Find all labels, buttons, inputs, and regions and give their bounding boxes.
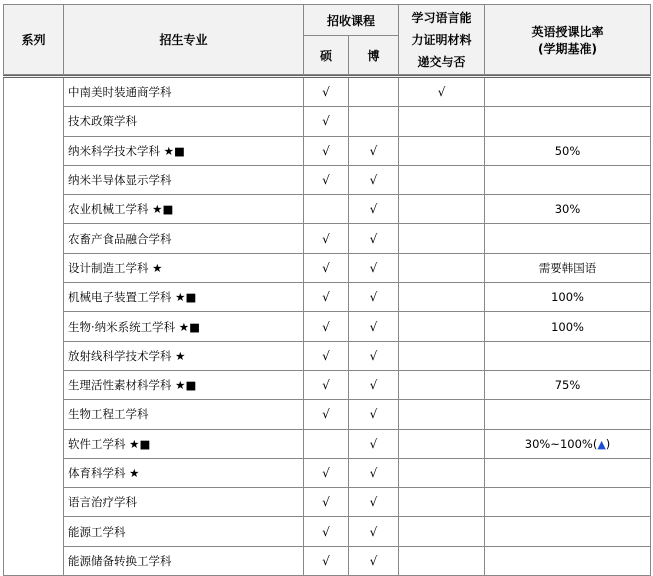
- table-row: [4, 546, 651, 575]
- english-ratio-cell: [485, 517, 651, 546]
- table-row: [4, 341, 651, 370]
- header-language-proof-line2: 力证明材料: [411, 32, 472, 47]
- english-ratio-cell: [485, 488, 651, 517]
- master-check-cell: √: [304, 165, 349, 194]
- major-cell: 农业机械工学科 ★■: [64, 195, 304, 224]
- doctor-check-cell: √: [349, 517, 399, 546]
- header-doctor: 博: [349, 36, 399, 75]
- major-cell: 能源储备转换工学科: [64, 546, 304, 575]
- language-proof-cell: [399, 429, 485, 458]
- master-check-cell: √: [304, 312, 349, 341]
- table-row: [4, 283, 651, 312]
- master-check-cell: √: [304, 107, 349, 136]
- major-cell: 体育科学科 ★: [64, 458, 304, 487]
- language-proof-cell: [399, 165, 485, 194]
- header-department: 系列: [4, 5, 64, 75]
- language-proof-cell: [399, 283, 485, 312]
- major-cell: 能源工学科: [64, 517, 304, 546]
- doctor-check-cell: √: [349, 400, 399, 429]
- english-ratio-cell: [485, 400, 651, 429]
- table-row: [4, 136, 651, 165]
- doctor-check-cell: √: [349, 136, 399, 165]
- english-ratio-cell: [485, 458, 651, 487]
- major-cell: 放射线科学技术学科 ★: [64, 341, 304, 370]
- english-ratio-cell: [485, 224, 651, 253]
- doctor-check-cell: √: [349, 429, 399, 458]
- table-row: [4, 312, 651, 341]
- table-row: [4, 107, 651, 136]
- master-check-cell: √: [304, 283, 349, 312]
- major-cell: 设计制造工学科 ★: [64, 253, 304, 282]
- doctor-check-cell: √: [349, 165, 399, 194]
- master-check-cell: √: [304, 224, 349, 253]
- language-proof-cell: [399, 517, 485, 546]
- master-check-cell: √: [304, 77, 349, 107]
- table-row: [4, 253, 651, 282]
- language-proof-cell: [399, 253, 485, 282]
- language-proof-cell: [399, 400, 485, 429]
- admissions-table: [3, 4, 651, 576]
- english-ratio-value: 30%~100%(: [524, 436, 598, 451]
- english-ratio-value: 100%: [551, 290, 584, 305]
- english-ratio-cell: [485, 283, 651, 312]
- major-cell: 纳米半导体显示学科: [64, 165, 304, 194]
- english-ratio-value: 100%: [551, 319, 584, 334]
- doctor-check-cell: √: [349, 488, 399, 517]
- header-english-ratio: [485, 5, 651, 75]
- english-ratio-cell: [485, 546, 651, 575]
- doctor-check-cell: √: [349, 546, 399, 575]
- english-ratio-cell: [485, 136, 651, 165]
- major-cell: 生物工程工学科: [64, 400, 304, 429]
- header-programs: 招收课程: [304, 5, 399, 36]
- table-row: [4, 400, 651, 429]
- header-major: 招生专业: [64, 5, 304, 75]
- english-ratio-suffix: ): [605, 436, 611, 451]
- header-language-proof-line3: 递交与否: [417, 54, 466, 69]
- doctor-check-cell: √: [349, 224, 399, 253]
- language-proof-cell: [399, 312, 485, 341]
- doctor-check-cell: √: [349, 283, 399, 312]
- english-ratio-value: 50%: [554, 143, 581, 158]
- english-ratio-cell: [485, 77, 651, 107]
- language-proof-cell: [399, 546, 485, 575]
- master-check-cell: √: [304, 458, 349, 487]
- doctor-check-cell: [349, 77, 399, 107]
- language-proof-cell: [399, 136, 485, 165]
- major-cell: 纳米科学技术学科 ★■: [64, 136, 304, 165]
- table-row: [4, 370, 651, 399]
- language-proof-cell: [399, 488, 485, 517]
- english-ratio-value: 30%: [554, 202, 581, 217]
- english-ratio-cell: [485, 107, 651, 136]
- table-row: [4, 458, 651, 487]
- major-cell: 中南美时装通商学科: [64, 77, 304, 107]
- language-proof-cell: [399, 224, 485, 253]
- english-ratio-cell: [485, 253, 651, 282]
- english-ratio-cell: [485, 165, 651, 194]
- table-row: [4, 224, 651, 253]
- table-row: [4, 77, 651, 107]
- header-english-ratio-line2: (学期基准): [538, 41, 597, 56]
- table-body: [4, 77, 651, 576]
- master-check-cell: √: [304, 370, 349, 399]
- header-language-proof: [399, 5, 485, 75]
- language-proof-cell: [399, 195, 485, 224]
- language-proof-cell: [399, 370, 485, 399]
- table-row: [4, 517, 651, 546]
- header-master: 硕: [304, 36, 349, 75]
- major-cell: 农畜产食品融合学科: [64, 224, 304, 253]
- english-ratio-cell: [485, 370, 651, 399]
- master-check-cell: [304, 429, 349, 458]
- major-cell: 生理活性素材科学科 ★■: [64, 370, 304, 399]
- header-language-proof-line1: 学习语言能: [411, 10, 472, 25]
- language-proof-cell: √: [399, 77, 485, 107]
- doctor-check-cell: √: [349, 195, 399, 224]
- table-row: [4, 165, 651, 194]
- major-cell: 机械电子装置工学科 ★■: [64, 283, 304, 312]
- master-check-cell: √: [304, 341, 349, 370]
- english-ratio-cell: [485, 312, 651, 341]
- master-check-cell: √: [304, 488, 349, 517]
- master-check-cell: √: [304, 400, 349, 429]
- language-proof-cell: [399, 107, 485, 136]
- doctor-check-cell: √: [349, 253, 399, 282]
- doctor-check-cell: √: [349, 341, 399, 370]
- language-proof-cell: [399, 341, 485, 370]
- doctor-check-cell: √: [349, 458, 399, 487]
- department-cell: [4, 77, 64, 576]
- english-ratio-cell: [485, 195, 651, 224]
- major-cell: 软件工学科 ★■: [64, 429, 304, 458]
- master-check-cell: √: [304, 136, 349, 165]
- language-proof-cell: [399, 458, 485, 487]
- master-check-cell: √: [304, 546, 349, 575]
- up-triangle-icon: ▲: [597, 437, 606, 451]
- major-cell: 语言治疗学科: [64, 488, 304, 517]
- master-check-cell: √: [304, 517, 349, 546]
- table-row: [4, 195, 651, 224]
- major-cell: 生物·纳米系统工学科 ★■: [64, 312, 304, 341]
- table-row: [4, 429, 651, 458]
- english-ratio-cell: [485, 341, 651, 370]
- doctor-check-cell: √: [349, 312, 399, 341]
- english-ratio-value: 需要韩国语: [538, 260, 597, 275]
- master-check-cell: [304, 195, 349, 224]
- major-cell: 技术政策学科: [64, 107, 304, 136]
- doctor-check-cell: √: [349, 370, 399, 399]
- master-check-cell: √: [304, 253, 349, 282]
- doctor-check-cell: [349, 107, 399, 136]
- table-row: [4, 488, 651, 517]
- header-english-ratio-line1: 英语授课比率: [531, 24, 604, 39]
- english-ratio-cell: [485, 429, 651, 458]
- english-ratio-value: 75%: [554, 378, 581, 393]
